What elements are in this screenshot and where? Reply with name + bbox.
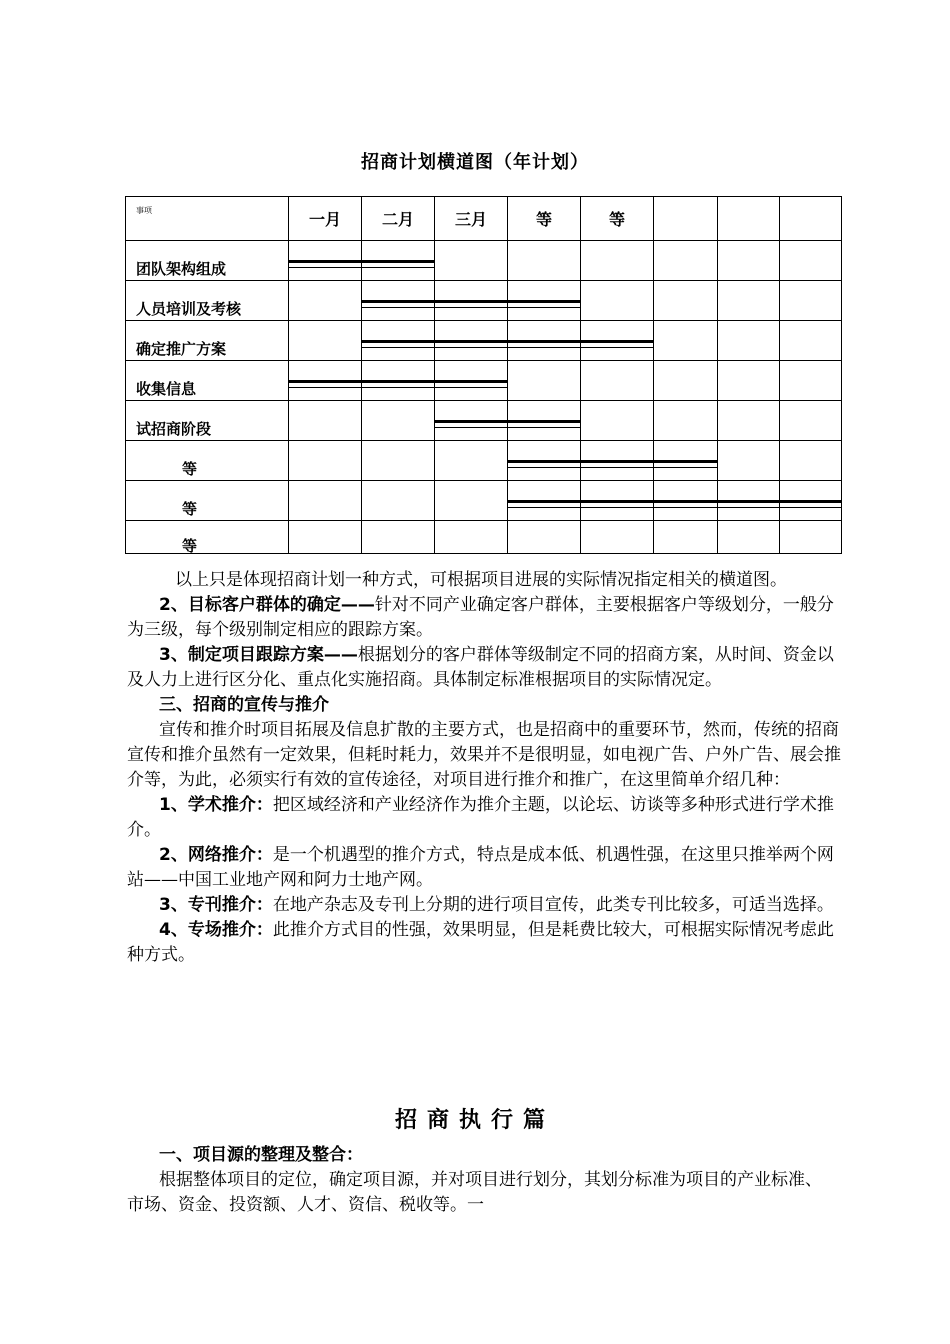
timeline-cell xyxy=(654,321,718,361)
timeline-cell xyxy=(435,321,508,361)
section-heading xyxy=(127,1143,827,1168)
timeline-cell xyxy=(581,481,654,521)
timeline-cell xyxy=(718,241,780,281)
timeline-cell xyxy=(362,281,435,321)
task-label: 人员培训及考核 xyxy=(136,300,242,318)
page-title: 招商计划横道图（年计划） xyxy=(361,152,589,173)
gantt-row xyxy=(126,481,842,521)
corner-cell xyxy=(126,197,289,241)
timeline-cell xyxy=(289,321,362,361)
heading-promotion xyxy=(127,693,847,718)
gantt-row xyxy=(126,281,842,321)
timeline-cell xyxy=(435,441,508,481)
bold-heading: 3、制定项目跟踪方案—— xyxy=(159,645,358,665)
paragraph-text: 针对不同产业确定客户群体，主要根据客户等级划分，一般分为三级，每个级别制定相应的跟踪方案。 xyxy=(127,595,834,640)
timeline-cell xyxy=(508,361,581,401)
task-label-cell xyxy=(126,241,289,281)
gantt-bar xyxy=(780,500,841,508)
bold-heading: 一、项目源的整理及整合： xyxy=(159,1145,363,1165)
bold-heading: 2、网络推介： xyxy=(159,845,273,865)
task-label: 等 xyxy=(182,460,198,478)
timeline-cell xyxy=(435,241,508,281)
timeline-cell xyxy=(362,441,435,481)
paragraph-text: 此推介方式目的性强，效果明显，但是耗费比较大，可根据实际情况考虑此种方式。 xyxy=(127,920,834,965)
timeline-cell xyxy=(780,321,842,361)
header-cell: 等 xyxy=(508,197,581,241)
timeline-cell xyxy=(362,361,435,401)
timeline-cell xyxy=(435,361,508,401)
task-label: 团队架构组成 xyxy=(136,260,227,278)
section-title: 招商执行篇 xyxy=(394,1108,555,1133)
timeline-cell xyxy=(654,481,718,521)
timeline-cell xyxy=(581,281,654,321)
gantt-bar xyxy=(362,380,434,388)
timeline-cell xyxy=(654,361,718,401)
timeline-cell xyxy=(508,401,581,441)
header-cell xyxy=(718,197,780,241)
timeline-cell xyxy=(654,521,718,554)
gantt-bar xyxy=(289,260,361,268)
paragraph-network xyxy=(127,843,847,893)
section-heading: 三、招商的宣传与推介 xyxy=(159,695,329,715)
task-label-cell xyxy=(126,441,289,481)
bold-heading: 2、目标客户群体的确定—— xyxy=(159,595,375,615)
corner-label: 事项 xyxy=(136,206,152,215)
timeline-cell xyxy=(508,481,581,521)
timeline-cell xyxy=(289,441,362,481)
timeline-cell xyxy=(362,401,435,441)
gantt-bar xyxy=(362,340,434,348)
gantt-row xyxy=(126,401,842,441)
timeline-cell xyxy=(654,401,718,441)
gantt-bar xyxy=(435,380,507,388)
paragraph-intro: 以上只是体现招商计划一种方式，可根据项目进展的实际情况指定相关的横道图。 xyxy=(175,570,787,590)
body-text xyxy=(127,568,847,968)
timeline-cell xyxy=(654,281,718,321)
timeline-cell xyxy=(581,321,654,361)
timeline-cell xyxy=(654,241,718,281)
timeline-cell xyxy=(435,481,508,521)
paragraph-text: 根据划分的客户群体等级制定不同的招商方案，从时间、资金以及人力上进行区分化、重点化实施招商。具体制定标准根据项目的实际情况定。 xyxy=(127,645,834,690)
paragraph-promotion: 宣传和推介时项目拓展及信息扩散的主要方式，也是招商中的重要环节，然而，传统的招商宣传和推介虽然有一定效果，但耗时耗力，效果并不是很明显，如电视广告、户外广告、展会推介等，为此，必须实行有效的宣传途径，对项目进行推介和推广，在这里简单介绍几种： xyxy=(127,720,841,790)
header-cell: 一月 xyxy=(289,197,362,241)
timeline-cell xyxy=(508,241,581,281)
task-label-cell xyxy=(126,281,289,321)
timeline-cell xyxy=(435,521,508,554)
task-label: 确定推广方案 xyxy=(136,340,227,358)
task-label: 等 xyxy=(182,500,198,518)
gantt-bar xyxy=(289,380,361,388)
header-cell: 二月 xyxy=(362,197,435,241)
task-label: 收集信息 xyxy=(136,380,197,398)
section-paragraph: 根据整体项目的定位，确定项目源，并对项目进行划分，其划分标准为项目的产业标准、市场、资金、投资额、人才、资信、税收等。一 xyxy=(127,1170,822,1215)
paragraph-text: 把区域经济和产业经济作为推介主题，以论坛、访谈等多种形式进行学术推介。 xyxy=(127,795,834,840)
timeline-cell xyxy=(718,441,780,481)
timeline-cell xyxy=(581,241,654,281)
paragraph-special xyxy=(127,918,847,968)
timeline-cell xyxy=(780,481,842,521)
timeline-cell xyxy=(718,481,780,521)
timeline-cell xyxy=(508,321,581,361)
gantt-row xyxy=(126,361,842,401)
task-label: 试招商阶段 xyxy=(136,420,212,438)
gantt-bar xyxy=(362,260,434,268)
timeline-cell xyxy=(780,241,842,281)
bold-heading: 1、学术推介： xyxy=(159,795,273,815)
task-label-cell xyxy=(126,481,289,521)
gantt-table xyxy=(125,196,842,554)
timeline-cell xyxy=(581,401,654,441)
timeline-cell xyxy=(289,241,362,281)
timeline-cell xyxy=(581,441,654,481)
task-label: 等 xyxy=(182,536,198,555)
timeline-cell xyxy=(289,481,362,521)
gantt-bar xyxy=(581,500,653,508)
timeline-cell xyxy=(289,401,362,441)
gantt-bar xyxy=(508,420,580,428)
task-label-cell xyxy=(126,361,289,401)
paragraph-journal xyxy=(127,893,847,918)
timeline-cell xyxy=(780,441,842,481)
timeline-cell xyxy=(435,401,508,441)
timeline-cell xyxy=(362,241,435,281)
paragraph-academic xyxy=(127,793,847,843)
timeline-cell xyxy=(581,521,654,554)
header-cell xyxy=(780,197,842,241)
bold-heading: 4、专场推介： xyxy=(159,920,273,940)
timeline-cell xyxy=(718,361,780,401)
timeline-cell xyxy=(289,361,362,401)
timeline-cell xyxy=(780,281,842,321)
section-body xyxy=(127,1143,827,1218)
bold-heading: 3、专刊推介： xyxy=(159,895,273,915)
timeline-cell xyxy=(362,481,435,521)
timeline-cell xyxy=(362,521,435,554)
header-cell: 三月 xyxy=(435,197,508,241)
task-label-cell xyxy=(126,321,289,361)
gantt-bar xyxy=(654,500,717,508)
timeline-cell xyxy=(718,321,780,361)
gantt-bar xyxy=(508,340,580,348)
timeline-cell xyxy=(289,281,362,321)
timeline-cell xyxy=(780,521,842,554)
gantt-row xyxy=(126,521,842,554)
gantt-bar xyxy=(508,500,580,508)
task-label-cell xyxy=(126,521,289,554)
timeline-cell xyxy=(289,521,362,554)
paragraph-text: 在地产杂志及专刊上分期的进行项目宣传，此类专刊比较多，可适当选择。 xyxy=(272,895,834,915)
paragraph-target-clients xyxy=(127,593,847,643)
timeline-cell xyxy=(780,361,842,401)
timeline-cell xyxy=(718,401,780,441)
timeline-cell xyxy=(581,361,654,401)
paragraph-tracking-plan xyxy=(127,643,847,693)
gantt-bar xyxy=(508,300,580,308)
header-cell xyxy=(654,197,718,241)
timeline-cell xyxy=(362,321,435,361)
timeline-cell xyxy=(435,281,508,321)
timeline-cell xyxy=(508,521,581,554)
gantt-row xyxy=(126,241,842,281)
timeline-cell xyxy=(718,281,780,321)
gantt-row xyxy=(126,441,842,481)
gantt-row xyxy=(126,321,842,361)
gantt-bar xyxy=(362,300,434,308)
timeline-cell xyxy=(718,521,780,554)
timeline-cell xyxy=(508,281,581,321)
gantt-bar xyxy=(435,300,507,308)
timeline-cell xyxy=(780,401,842,441)
gantt-bar xyxy=(718,500,779,508)
timeline-cell xyxy=(654,441,718,481)
timeline-cell xyxy=(508,441,581,481)
gantt-bar xyxy=(654,460,717,468)
header-cell: 等 xyxy=(581,197,654,241)
paragraph-text: 是一个机遇型的推介方式，特点是成本低、机遇性强，在这里只推举两个网站——中国工业地产网和阿力士地产网。 xyxy=(127,845,834,890)
gantt-bar xyxy=(508,460,580,468)
gantt-bar xyxy=(435,340,507,348)
gantt-bar xyxy=(581,460,653,468)
gantt-bar xyxy=(435,420,507,428)
gantt-bar xyxy=(581,340,653,348)
task-label-cell xyxy=(126,401,289,441)
